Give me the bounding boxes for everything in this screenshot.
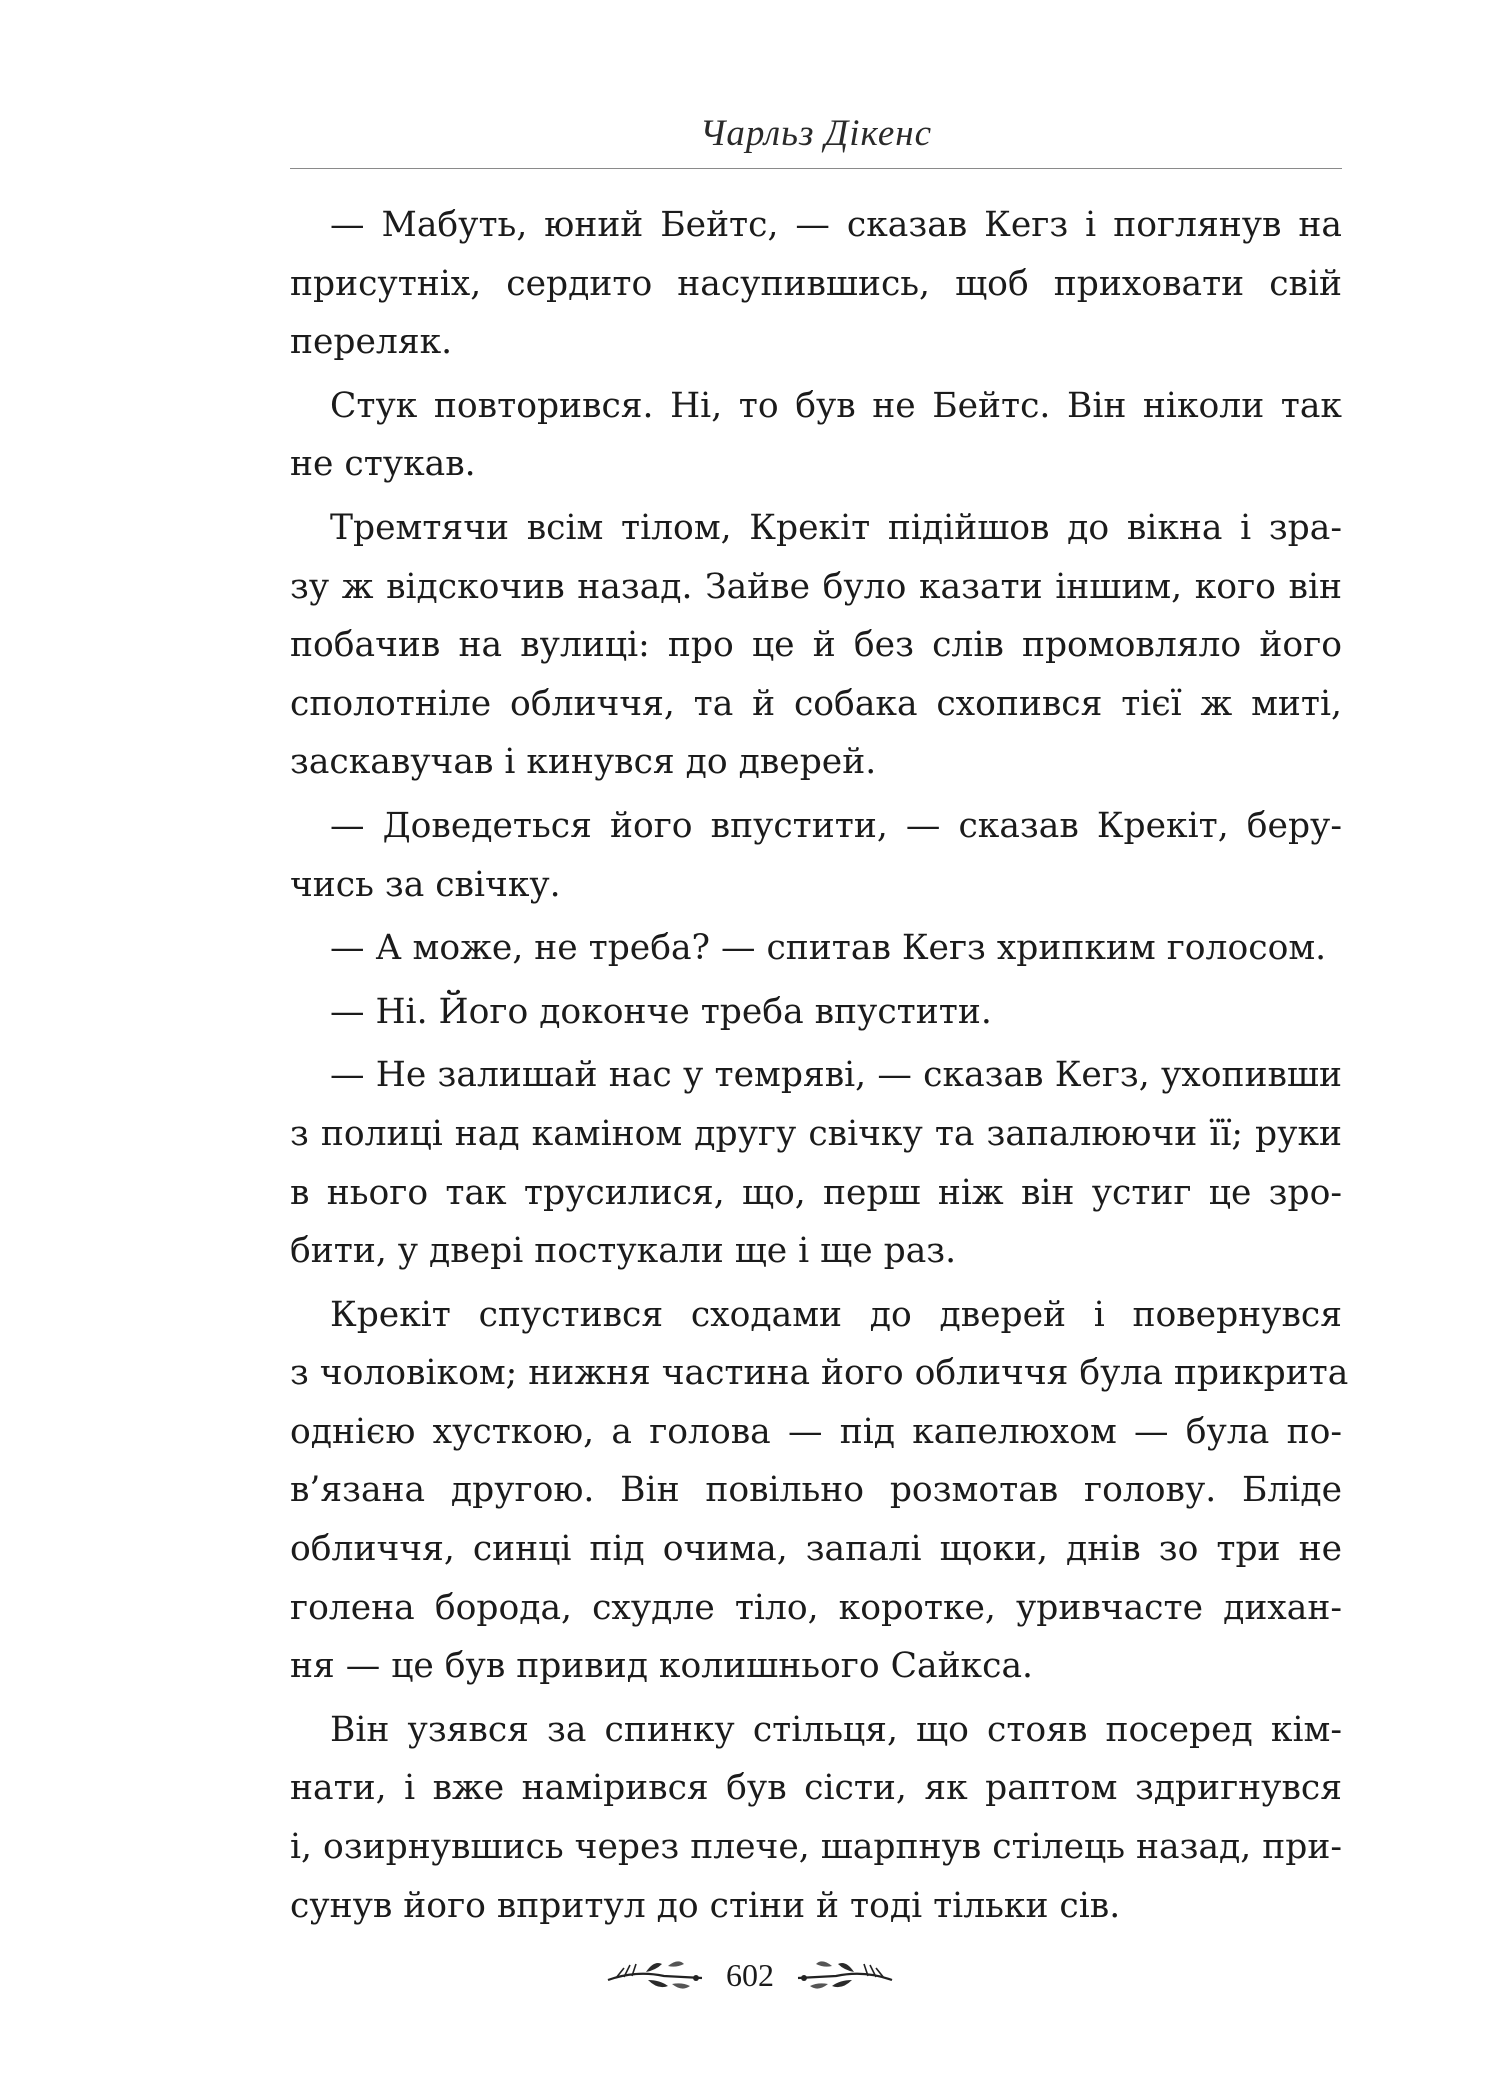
text-line: не стукав.	[290, 444, 476, 485]
text-line: — А може, не треба? — спитав Кегз хрипким голосом.	[330, 928, 1327, 969]
text-line: і, озирнувшись через плече, шарпнув стілець назад, при-	[290, 1827, 1342, 1868]
floral-ornament-icon	[606, 1958, 706, 1992]
text-line: в’язана другою. Він повільно розмотав голову. Бліде	[290, 1470, 1342, 1511]
running-head-title: Чарльз Дікенс	[699, 113, 933, 154]
text-line: сунув його впритул до стіни й тоді тільки сів.	[290, 1885, 1121, 1926]
text-line: в нього так трусилися, що, перш ніж він устиг це зро-	[290, 1172, 1342, 1213]
paragraph	[290, 196, 1342, 372]
text-line: з полиці над каміном другу свічку та запалюючи її; руки	[290, 1113, 1342, 1154]
text-line: зу ж відскочив назад. Зайве було казати іншим, кого він	[290, 566, 1342, 607]
text-line: нати, і вже намірився був сісти, як раптом здригнувся	[290, 1768, 1342, 1809]
text-line: бити, у двері постукали ще і ще раз.	[290, 1231, 957, 1272]
text-line: обличчя, синці під очима, запалі щоки, днів зо три не	[290, 1529, 1342, 1570]
text-line: голена борода, схудле тіло, коротке, уривчасте дихан-	[290, 1587, 1342, 1628]
text-line: — Доведеться його впустити, — сказав Крекіт, беру-	[330, 805, 1342, 846]
text-line: присутніх, сердито насупившись, щоб приховати свій	[290, 263, 1342, 304]
text-line: чись за свічку.	[290, 864, 561, 905]
paragraph	[290, 983, 1342, 1042]
text-line: переляк.	[290, 322, 453, 363]
page-number: 602	[726, 1956, 774, 1993]
paragraph	[290, 499, 1342, 792]
text-line: Тремтячи всім тілом, Крекіт підійшов до вікна і зра-	[330, 507, 1342, 548]
text-line: з чоловіком; нижня частина його обличчя була прикрита	[290, 1353, 1349, 1394]
paragraph	[290, 1286, 1349, 1696]
text-line: Він узявся за спинку стільця, що стояв посеред кім-	[330, 1709, 1342, 1750]
text-line: побачив на вулиці: про це й без слів промовляло його	[290, 625, 1342, 666]
text-line: однією хусткою, а голова — під капелюхом — була по-	[290, 1411, 1342, 1452]
paragraph	[290, 797, 1342, 914]
text-line: сполотніле обличчя, та й собака схопився тієї ж миті,	[290, 683, 1342, 724]
text-line: — Мабуть, юний Бейтс, — сказав Кегз і поглянув на	[330, 205, 1342, 245]
text-line: — Ні. Його доконче треба впустити.	[330, 991, 992, 1032]
paragraph	[290, 1701, 1342, 1935]
page-footer	[0, 1945, 1500, 2005]
header-divider	[290, 168, 1342, 169]
text-line: — Не залишай нас у темряві, — сказав Кегз, ухопивши	[330, 1055, 1342, 1096]
text-line: заскавучав і кинувся до дверей.	[290, 742, 877, 783]
body-text	[290, 196, 1349, 1940]
text-line: ня — це був привид колишнього Сайкса.	[290, 1646, 1033, 1687]
paragraph	[290, 919, 1342, 978]
floral-ornament-icon	[794, 1958, 894, 1992]
text-line: Крекіт спустився сходами до дверей і повернувся	[330, 1294, 1342, 1335]
paragraph	[290, 1046, 1342, 1280]
paragraph	[290, 377, 1342, 494]
text-line: Стук повторився. Ні, то був не Бейтс. Він ніколи так	[330, 385, 1342, 426]
